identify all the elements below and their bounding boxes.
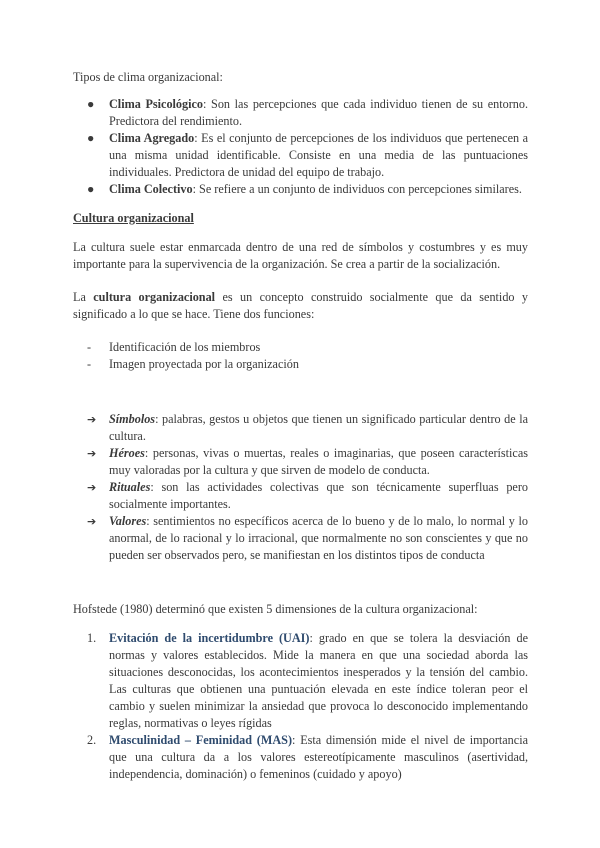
list-item: ➔ Valores: sentimientos no específicos acerca de lo bueno y de lo malo, lo normal y lo anormal, de lo racional y lo irracional, que normalmente no son conscientes y que no pueden ser observados pero, se manifiestan en los distintos tipos de conducta [87, 514, 528, 562]
list-item: ➔ Héroes: personas, vivas o muertas, reales o imaginarias, que poseen características muy valoradas por la cultura y que sirven de modelo de conducta. [87, 446, 528, 477]
list-item: ● Clima Psicológico: Son las percepciones que cada individuo tienen de su entorno. Predictora del rendimiento. [87, 97, 528, 128]
arrow-icon: ➔ [87, 447, 97, 460]
dimensions-list [73, 630, 528, 783]
dash-icon: - [87, 357, 92, 371]
term: Clima Agregado [109, 131, 195, 145]
list-item: ● Clima Colectivo: Se refiere a un conjunto de individuos con percepciones similares. [87, 182, 522, 196]
functions-list [73, 339, 528, 373]
bullet-icon: ● [87, 97, 95, 111]
term: Rituales [109, 480, 151, 494]
term: Clima Psicológico [109, 97, 204, 111]
list-number: 2. [87, 733, 97, 747]
paragraph: Hofstede (1980) determinó que existen 5 dimensiones de la cultura organizacional: [73, 602, 478, 616]
term: Símbolos [109, 412, 156, 426]
term: Masculinidad – Feminidad (MAS) [109, 733, 293, 747]
arrow-icon: ➔ [87, 515, 97, 528]
term: Valores [109, 514, 147, 528]
term: Evitación de la incertidumbre (UAI) [109, 631, 310, 645]
paragraph: La cultura organizacional es un concepto construido socialmente que da sentido y significado a lo que se hace. Tiene dos funciones: [73, 290, 528, 321]
list-item: - Imagen proyectada por la organización [87, 357, 299, 371]
arrow-icon: ➔ [87, 413, 97, 426]
term: Héroes [109, 446, 145, 460]
paragraph: La cultura suele estar enmarcada dentro de una red de símbolos y costumbres y es muy importante para la supervivencia de la organización. Se crea a partir de la socialización. [73, 240, 528, 271]
list-item: ➔ Símbolos: palabras, gestos u objetos que tienen un significado particular dentro de la cultura. [87, 412, 528, 443]
term: Clima Colectivo [109, 182, 193, 196]
arrow-icon: ➔ [87, 481, 97, 494]
list-item: - Identificación de los miembros [87, 340, 261, 354]
climate-types-list [73, 96, 528, 198]
list-item: ➔ Rituales: son las actividades colectivas que son técnicamente superfluas pero socialmente importantes. [87, 480, 528, 511]
list-number: 1. [87, 631, 97, 645]
document-page [73, 69, 528, 783]
bullet-icon: ● [87, 182, 95, 196]
bullet-icon: ● [87, 131, 95, 145]
list-item: 1. Evitación de la incertidumbre (UAI): grado en que se tolera la desviación de normas y valores establecidos. Mide la manera en que una sociedad aborda las situaciones desconocidas, los acontecimientos inesperados y la tensión del cambio. Las culturas que obtienen una puntuación elevada en este índice toleran peor el cambio y suelen minimizar la ansiedad que provoca lo desconocido implementando reglas, normativas o leyes rígidas [87, 631, 528, 730]
intro-text: Tipos de clima organizacional: [73, 70, 223, 84]
list-item: ● Clima Agregado: Es el conjunto de percepciones de los individuos que pertenecen a una misma unidad identificable. Consiste en una media de las puntuaciones individuales. Predictora de unidad del equipo de trabajo. [87, 131, 528, 179]
dash-icon: - [87, 340, 92, 354]
culture-elements-list [73, 411, 528, 564]
section-title: Cultura organizacional [73, 211, 194, 225]
list-item: 2. Masculinidad – Feminidad (MAS): Esta dimensión mide el nivel de importancia que una cultura da a los valores estereotípicamente masculinos (asertividad, independencia, dominación) o femeninos (cuidado y apoyo) [87, 733, 528, 781]
